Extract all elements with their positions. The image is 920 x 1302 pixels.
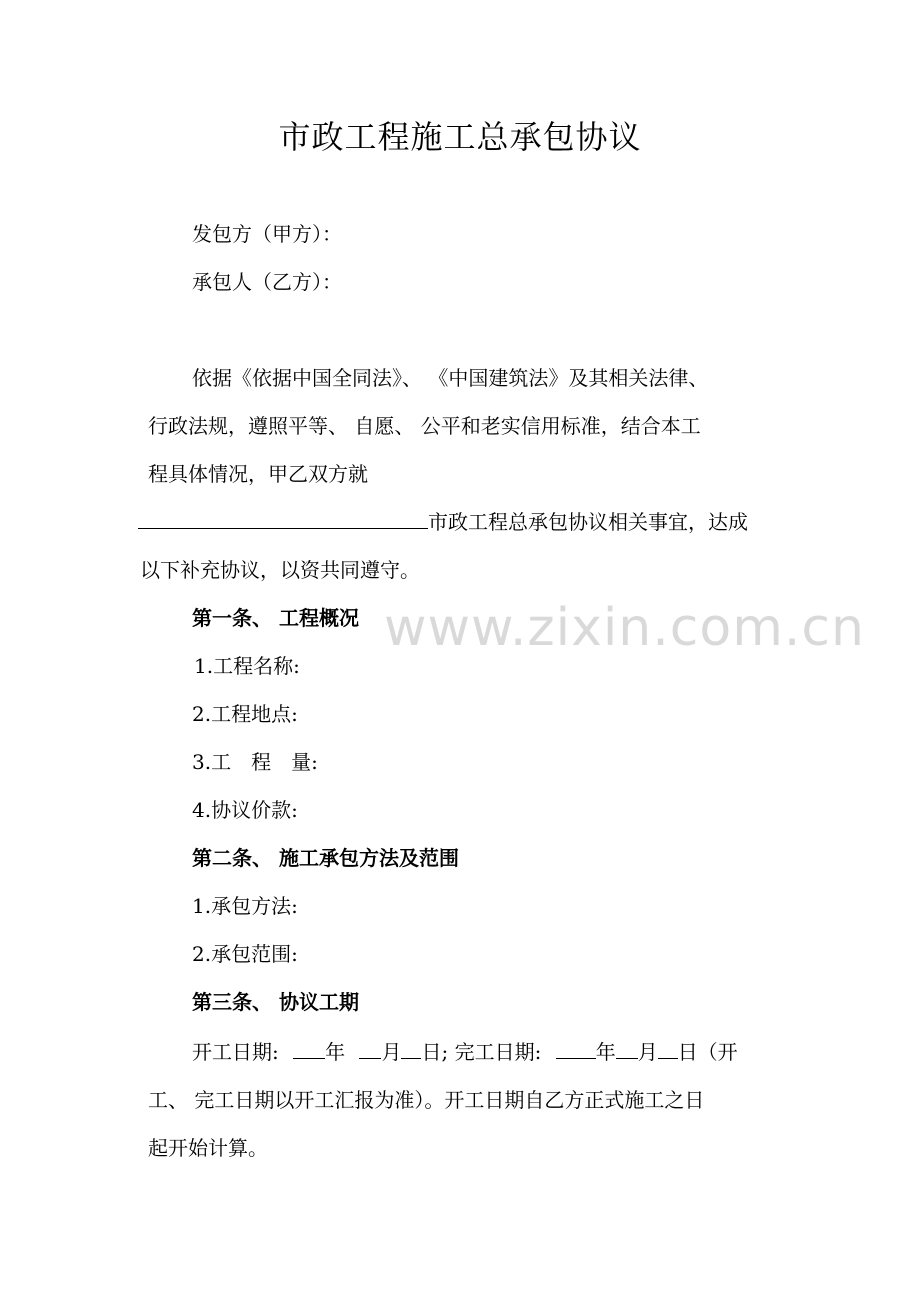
end-date-label: 完工日期: xyxy=(454,1040,542,1064)
party-a-label: 发包方（甲方）： xyxy=(192,222,342,246)
article-2-item: 2.承包范围: xyxy=(192,942,298,966)
start-date-label: 开工日期: xyxy=(192,1040,279,1064)
end-year-blank xyxy=(556,1038,596,1059)
article-3-heading: 第三条、 协议工期 xyxy=(192,990,359,1014)
start-year-blank xyxy=(293,1038,325,1059)
intro-line-4-text: 市政工程总承包协议相关事宜，达成 xyxy=(428,510,748,534)
month-text: 月 xyxy=(381,1040,402,1064)
start-day-blank xyxy=(401,1038,421,1059)
article-1-heading: 第一条、 工程概况 xyxy=(192,606,359,630)
article-3-dates-line xyxy=(192,1038,738,1066)
article-3-line-3: 起开始计算。 xyxy=(148,1136,268,1160)
document-title: 市政工程施工总承包协议 xyxy=(278,118,642,156)
year-text: 年 xyxy=(595,1040,616,1064)
article-2-heading: 第二条、 施工承包方法及范围 xyxy=(192,846,459,870)
article-1-item: 4.协议价款: xyxy=(192,798,298,822)
end-month-blank xyxy=(616,1038,638,1059)
end-day-blank xyxy=(658,1038,678,1059)
watermark: www.zixin.com.cn xyxy=(384,598,865,658)
article-1-item: 2.工程地点: xyxy=(192,702,298,726)
year-text: 年 xyxy=(325,1040,346,1064)
start-month-blank xyxy=(359,1038,381,1059)
intro-line-1: 依据《依据中国全同法》、 《中国建筑法》及其相关法律、 xyxy=(192,366,709,390)
article-1-item: 3.工 程 量: xyxy=(192,750,318,774)
intro-line-3: 程具体情况，甲乙双方就 xyxy=(148,462,368,486)
intro-line-4 xyxy=(138,508,748,536)
intro-line-2: 行政法规，遵照平等、 自愿、 公平和老实信用标准，结合本工 xyxy=(148,414,701,438)
month-text: 月 xyxy=(637,1040,658,1064)
day-text: 日（开 xyxy=(677,1040,738,1064)
article-1-item: 1.工程名称: xyxy=(194,654,300,678)
article-3-line-2: 工、 完工日期以开工汇报为准）。开工日期自乙方正式施工之日 xyxy=(148,1088,705,1112)
article-2-item: 1.承包方法: xyxy=(192,894,298,918)
intro-line-5: 以下补充协议，以资共同遵守。 xyxy=(140,558,420,582)
project-name-blank xyxy=(138,508,428,529)
day-text: 日; xyxy=(421,1040,449,1064)
party-b-label: 承包人（乙方）： xyxy=(192,270,342,294)
